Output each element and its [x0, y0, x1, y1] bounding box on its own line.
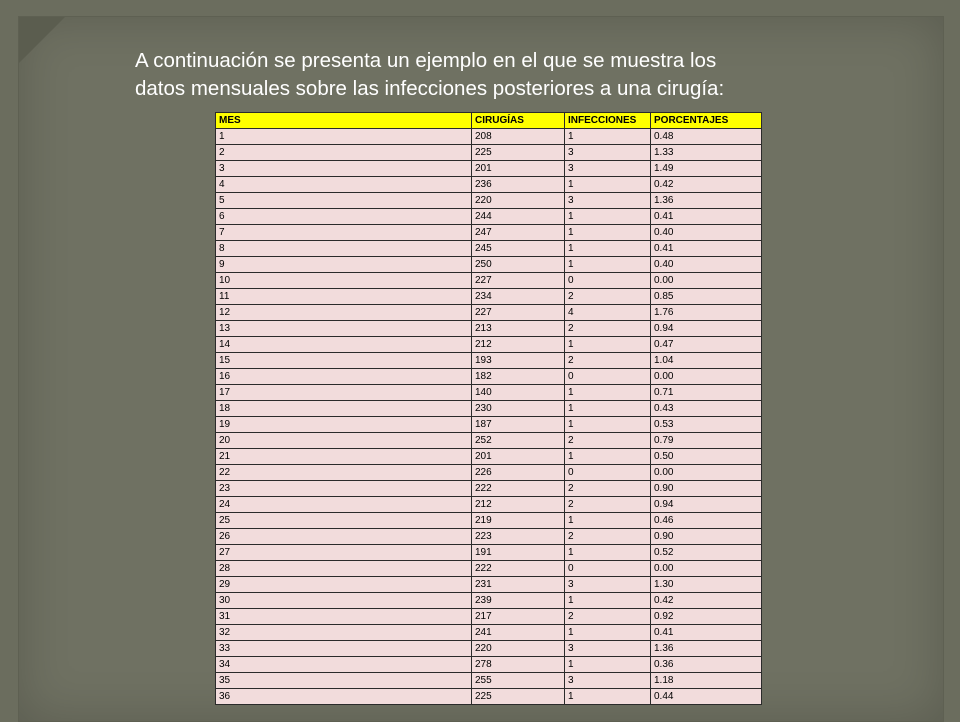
- table-row: [216, 225, 762, 241]
- table-row: [216, 177, 762, 193]
- table-row: [216, 337, 762, 353]
- infections-table: [215, 112, 762, 705]
- table-row: [216, 449, 762, 465]
- table-cell: 21: [216, 449, 472, 465]
- table-cell: 19: [216, 417, 472, 433]
- table-row: [216, 465, 762, 481]
- table-cell: 9: [216, 257, 472, 273]
- table-cell: 7: [216, 225, 472, 241]
- table-row: [216, 209, 762, 225]
- table-cell: 0.00: [651, 561, 762, 577]
- table-row: [216, 673, 762, 689]
- table-cell: 0.40: [651, 257, 762, 273]
- table-cell: 0.48: [651, 129, 762, 145]
- table-row: [216, 401, 762, 417]
- table-row: [216, 433, 762, 449]
- table-cell: 3: [565, 577, 651, 593]
- table-cell: 278: [472, 657, 565, 673]
- table-cell: 245: [472, 241, 565, 257]
- table-cell: 0.41: [651, 241, 762, 257]
- table-cell: 0.41: [651, 209, 762, 225]
- table-cell: 0: [565, 561, 651, 577]
- table-row: [216, 577, 762, 593]
- table-cell: 0: [565, 465, 651, 481]
- table-cell: 222: [472, 561, 565, 577]
- table-cell: 0.52: [651, 545, 762, 561]
- table-cell: 1: [565, 177, 651, 193]
- table-cell: 231: [472, 577, 565, 593]
- table-cell: 0.47: [651, 337, 762, 353]
- table-row: [216, 241, 762, 257]
- table-row: [216, 417, 762, 433]
- table-row: [216, 689, 762, 705]
- table-cell: 1.36: [651, 193, 762, 209]
- table-cell: 236: [472, 177, 565, 193]
- table-cell: 13: [216, 321, 472, 337]
- table-row: [216, 641, 762, 657]
- table-cell: 33: [216, 641, 472, 657]
- table-cell: 36: [216, 689, 472, 705]
- table-cell: 2: [565, 497, 651, 513]
- table-row: [216, 161, 762, 177]
- table-cell: 217: [472, 609, 565, 625]
- table-cell: 0: [565, 273, 651, 289]
- table-cell: 234: [472, 289, 565, 305]
- table-cell: 35: [216, 673, 472, 689]
- table-cell: 227: [472, 305, 565, 321]
- table-cell: 3: [565, 193, 651, 209]
- table-cell: 220: [472, 641, 565, 657]
- header-porcentajes: PORCENTAJES: [651, 113, 762, 129]
- table-row: [216, 193, 762, 209]
- table-cell: 1: [565, 689, 651, 705]
- table-row: [216, 353, 762, 369]
- table-cell: 223: [472, 529, 565, 545]
- table-cell: 0.90: [651, 481, 762, 497]
- table-cell: 24: [216, 497, 472, 513]
- table-cell: 193: [472, 353, 565, 369]
- table-cell: 1: [565, 257, 651, 273]
- table-row: [216, 593, 762, 609]
- table-cell: 1: [565, 657, 651, 673]
- table-cell: 2: [565, 609, 651, 625]
- table-cell: 225: [472, 689, 565, 705]
- table-cell: 3: [565, 145, 651, 161]
- table-row: [216, 145, 762, 161]
- table-cell: 5: [216, 193, 472, 209]
- table-row: [216, 273, 762, 289]
- table-cell: 8: [216, 241, 472, 257]
- table-cell: 34: [216, 657, 472, 673]
- table-cell: 1.36: [651, 641, 762, 657]
- table-cell: 1: [565, 417, 651, 433]
- table-cell: 225: [472, 145, 565, 161]
- table-header-row: [216, 113, 762, 129]
- header-infecciones: INFECCIONES: [565, 113, 651, 129]
- table-cell: 1.04: [651, 353, 762, 369]
- table-row: [216, 513, 762, 529]
- table-cell: 0.71: [651, 385, 762, 401]
- table-cell: 0.40: [651, 225, 762, 241]
- table-cell: 1: [565, 385, 651, 401]
- table-cell: 0.50: [651, 449, 762, 465]
- table-cell: 1: [565, 129, 651, 145]
- table-cell: 18: [216, 401, 472, 417]
- table-row: [216, 625, 762, 641]
- table-cell: 226: [472, 465, 565, 481]
- table-cell: 230: [472, 401, 565, 417]
- table-cell: 27: [216, 545, 472, 561]
- table-cell: 15: [216, 353, 472, 369]
- table-cell: 247: [472, 225, 565, 241]
- table-cell: 252: [472, 433, 565, 449]
- table-cell: 4: [565, 305, 651, 321]
- table-cell: 1.49: [651, 161, 762, 177]
- table-cell: 32: [216, 625, 472, 641]
- table-cell: 219: [472, 513, 565, 529]
- table-cell: 11: [216, 289, 472, 305]
- table-cell: 0.53: [651, 417, 762, 433]
- table-cell: 31: [216, 609, 472, 625]
- table-cell: 20: [216, 433, 472, 449]
- table-cell: 28: [216, 561, 472, 577]
- table-cell: 1: [565, 545, 651, 561]
- table-row: [216, 321, 762, 337]
- table-cell: 1.18: [651, 673, 762, 689]
- table-cell: 1: [565, 401, 651, 417]
- table-cell: 187: [472, 417, 565, 433]
- table-row: [216, 257, 762, 273]
- table-cell: 222: [472, 481, 565, 497]
- table-cell: 0.94: [651, 497, 762, 513]
- intro-text: [135, 47, 855, 103]
- table-cell: 201: [472, 449, 565, 465]
- table-cell: 0.46: [651, 513, 762, 529]
- table-cell: 191: [472, 545, 565, 561]
- table-cell: 182: [472, 369, 565, 385]
- table-body: [216, 129, 762, 705]
- intro-line-1: A continuación se presenta un ejemplo en el que se muestra los: [135, 49, 717, 72]
- table-row: [216, 289, 762, 305]
- table-cell: 1.76: [651, 305, 762, 321]
- table-cell: 29: [216, 577, 472, 593]
- table-cell: 0.92: [651, 609, 762, 625]
- table-cell: 12: [216, 305, 472, 321]
- table-cell: 3: [565, 641, 651, 657]
- table-cell: 201: [472, 161, 565, 177]
- table-row: [216, 385, 762, 401]
- table-cell: 2: [565, 481, 651, 497]
- table-cell: 0.42: [651, 177, 762, 193]
- table-cell: 2: [565, 289, 651, 305]
- table-cell: 23: [216, 481, 472, 497]
- table-cell: 26: [216, 529, 472, 545]
- table-cell: 140: [472, 385, 565, 401]
- table-row: [216, 561, 762, 577]
- table-cell: 213: [472, 321, 565, 337]
- table-cell: 4: [216, 177, 472, 193]
- table-cell: 1.33: [651, 145, 762, 161]
- table-cell: 227: [472, 273, 565, 289]
- table-cell: 255: [472, 673, 565, 689]
- table-cell: 14: [216, 337, 472, 353]
- table-cell: 0.00: [651, 465, 762, 481]
- table-cell: 17: [216, 385, 472, 401]
- table-cell: 0.44: [651, 689, 762, 705]
- table-cell: 2: [565, 321, 651, 337]
- intro-line-2: datos mensuales sobre las infecciones posteriores a una cirugía:: [135, 77, 725, 100]
- table-row: [216, 609, 762, 625]
- table-cell: 0.85: [651, 289, 762, 305]
- table-cell: 250: [472, 257, 565, 273]
- table-cell: 1: [565, 593, 651, 609]
- table-row: [216, 657, 762, 673]
- table-row: [216, 369, 762, 385]
- table-cell: 239: [472, 593, 565, 609]
- slide: [18, 16, 944, 722]
- table-cell: 22: [216, 465, 472, 481]
- table-cell: 244: [472, 209, 565, 225]
- table-cell: 212: [472, 337, 565, 353]
- table-cell: 1: [565, 225, 651, 241]
- table-cell: 16: [216, 369, 472, 385]
- table-cell: 25: [216, 513, 472, 529]
- table-cell: 0.36: [651, 657, 762, 673]
- table-cell: 0.00: [651, 273, 762, 289]
- table-cell: 6: [216, 209, 472, 225]
- table-cell: 3: [216, 161, 472, 177]
- table-cell: 1: [565, 241, 651, 257]
- table-cell: 3: [565, 161, 651, 177]
- table-row: [216, 545, 762, 561]
- table-row: [216, 129, 762, 145]
- table-cell: 0.94: [651, 321, 762, 337]
- table-cell: 0.42: [651, 593, 762, 609]
- table-cell: 10: [216, 273, 472, 289]
- table-cell: 1.30: [651, 577, 762, 593]
- table-cell: 1: [565, 513, 651, 529]
- table-cell: 1: [565, 337, 651, 353]
- table-cell: 2: [216, 145, 472, 161]
- table-cell: 1: [565, 449, 651, 465]
- table-cell: 1: [565, 209, 651, 225]
- table-cell: 0.43: [651, 401, 762, 417]
- table-cell: 2: [565, 433, 651, 449]
- table-cell: 0.00: [651, 369, 762, 385]
- table-cell: 220: [472, 193, 565, 209]
- corner-decoration: [19, 17, 65, 63]
- table-row: [216, 529, 762, 545]
- table-cell: 1: [565, 625, 651, 641]
- table-cell: 241: [472, 625, 565, 641]
- table-row: [216, 305, 762, 321]
- table-row: [216, 497, 762, 513]
- table-cell: 212: [472, 497, 565, 513]
- header-cirugias: CIRUGÍAS: [472, 113, 565, 129]
- table-cell: 30: [216, 593, 472, 609]
- table-cell: 0.79: [651, 433, 762, 449]
- table-cell: 2: [565, 529, 651, 545]
- table-cell: 0.41: [651, 625, 762, 641]
- table-cell: 0: [565, 369, 651, 385]
- table-cell: 3: [565, 673, 651, 689]
- table-row: [216, 481, 762, 497]
- table-cell: 208: [472, 129, 565, 145]
- table-cell: 0.90: [651, 529, 762, 545]
- table-cell: 2: [565, 353, 651, 369]
- table-cell: 1: [216, 129, 472, 145]
- header-mes: MES: [216, 113, 472, 129]
